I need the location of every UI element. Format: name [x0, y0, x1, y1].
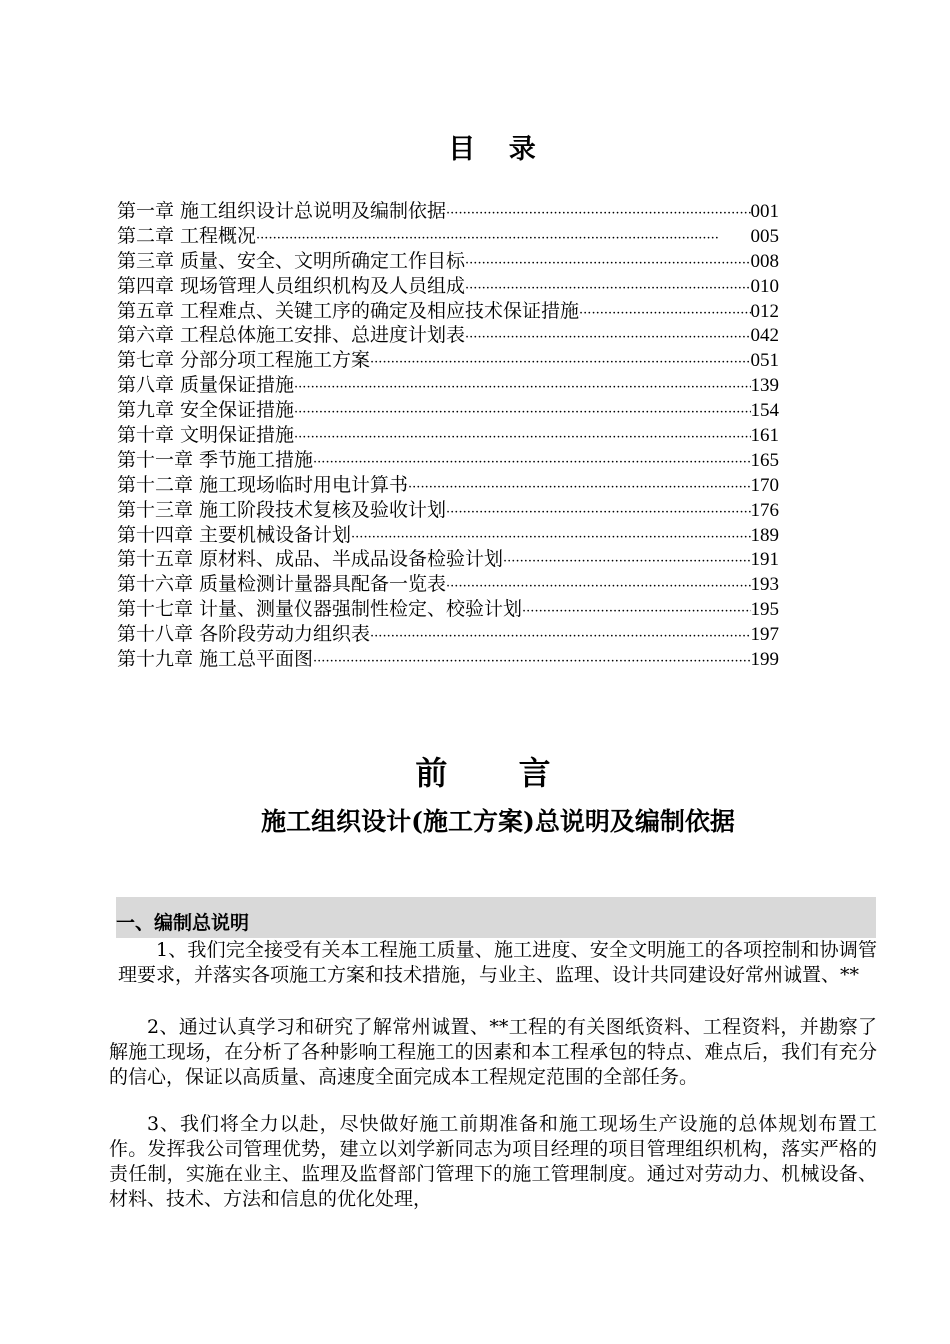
toc-entry-page: 008 [750, 250, 779, 272]
toc-entry[interactable] [117, 249, 779, 274]
toc-entry-page: 189 [750, 524, 779, 546]
toc-entry-label: 第十四章 主要机械设备计划 [117, 523, 352, 546]
preface-title: 前 言 [415, 754, 581, 792]
toc-entry-label: 第五章 工程难点、关键工序的确定及相应技术保证措施 [117, 299, 580, 322]
toc-dot-leader [503, 550, 750, 575]
toc-entry[interactable] [117, 597, 779, 622]
toc-entry-page: 012 [750, 300, 779, 322]
section-heading: 一、编制总说明 [116, 912, 250, 934]
toc-entry[interactable] [117, 647, 779, 672]
toc-entry[interactable] [117, 622, 779, 647]
toc-entry-label: 第十章 文明保证措施 [117, 424, 295, 447]
toc-entry[interactable] [117, 398, 779, 423]
toc-title: 目 录 [448, 134, 548, 165]
toc-entry-page: 165 [750, 449, 779, 471]
toc-entry[interactable] [117, 473, 779, 498]
toc-entry[interactable] [117, 547, 779, 572]
toc-entry-page: 139 [750, 375, 779, 397]
toc-entry-page: 010 [750, 275, 779, 297]
toc-entry[interactable] [117, 572, 779, 597]
toc-entry-page: 161 [750, 425, 779, 447]
toc-entry-page: 176 [750, 499, 779, 521]
toc-entry-page: 154 [750, 400, 779, 422]
toc-entry-label: 第十二章 施工现场临时用电计算书 [117, 473, 409, 496]
toc-dot-leader [446, 501, 750, 526]
body-paragraph: 1、我们完全接受有关本工程施工质量、施工进度、安全文明施工的各项控制和协调管理要求，并落实各项施工方案和技术措施，与业主、监理、设计共同建设好常州诚置、** [118, 939, 877, 986]
toc-entry-label: 第十六章 质量检测计量器具配备一览表 [117, 573, 447, 596]
toc-entry-label: 第十五章 原材料、成品、半成品设备检验计划 [117, 548, 504, 571]
toc-entry-label: 第三章 质量、安全、文明所确定工作目标 [117, 249, 466, 272]
toc-entry-label: 第八章 质量保证措施 [117, 374, 295, 397]
toc-entry-label: 第二章 工程概况 [117, 224, 257, 247]
toc-entry[interactable] [117, 299, 779, 324]
toc-entry-label: 第十一章 季节施工措施 [117, 448, 314, 471]
toc-entry-label: 第十八章 各阶段劳动力组织表 [117, 623, 371, 646]
preface-subtitle: 施工组织设计(施工方案)总说明及编制依据 [261, 807, 735, 836]
toc-entry-label: 第六章 工程总体施工安排、总进度计划表 [117, 324, 466, 347]
toc-entry-page: 005 [750, 225, 779, 247]
toc-dot-leader [313, 650, 750, 675]
toc-entry-page: 197 [750, 624, 779, 646]
toc-dot-leader [446, 202, 750, 227]
toc-entry-label: 第十三章 施工阶段技术复核及验收计划 [117, 498, 447, 521]
toc-entry-label: 第七章 分部分项工程施工方案 [117, 349, 371, 372]
toc-entry[interactable] [117, 373, 779, 398]
toc-entry-page: 001 [750, 201, 779, 222]
toc-entry-page: 195 [750, 599, 779, 621]
toc-entry[interactable] [117, 224, 779, 249]
toc-entry-page: 051 [750, 350, 779, 372]
toc-entry-label: 第九章 安全保证措施 [117, 399, 295, 422]
toc-entry-page: 170 [750, 474, 779, 496]
table-of-contents [117, 199, 779, 672]
toc-entry-page: 191 [750, 549, 779, 571]
toc-entry-page: 199 [750, 649, 779, 671]
toc-dot-leader [465, 252, 750, 277]
toc-entry[interactable] [117, 523, 779, 548]
toc-entry[interactable] [117, 498, 779, 523]
toc-entry-label: 第一章 施工组织设计总说明及编制依据 [117, 200, 447, 222]
toc-dot-leader [294, 426, 750, 451]
toc-entry[interactable] [117, 274, 779, 299]
toc-entry-label: 第十七章 计量、测量仪器强制性检定、校验计划 [117, 598, 523, 621]
toc-dot-leader [579, 302, 750, 327]
body-paragraph: 3、我们将全力以赴，尽快做好施工前期准备和施工现场生产设施的总体规划布置工作。发挥我公司管理优势，建立以刘学新同志为项目经理的项目管理组织机构，落实严格的责任制，实施在业主、监理及监督部门管理下的施工管理制度。通过对劳动力、机械设备、材料、技术、方法和信息的优化处理， [109, 1113, 877, 1210]
toc-dot-leader [370, 351, 750, 376]
toc-dot-leader [408, 476, 750, 501]
toc-entry[interactable] [117, 348, 779, 373]
toc-entry-label: 第十九章 施工总平面图 [117, 648, 314, 671]
toc-dot-leader [294, 401, 750, 426]
toc-entry[interactable] [117, 199, 779, 224]
toc-entry[interactable] [117, 423, 779, 448]
toc-entry-label: 第四章 现场管理人员组织机构及人员组成 [117, 274, 466, 297]
toc-entry[interactable] [117, 448, 779, 473]
toc-dot-leader [294, 376, 750, 401]
toc-dot-leader [522, 600, 750, 625]
toc-entry-page: 193 [750, 574, 779, 596]
toc-dot-leader [370, 625, 750, 650]
body-paragraph: 2、通过认真学习和研究了解常州诚置、**工程的有关图纸资料、工程资料，并勘察了解施工现场，在分析了各种影响工程施工的因素和本工程承包的特点、难点后，我们有充分的信心，保证以高质量、高速度全面完成本工程规定范围的全部任务。 [109, 1016, 877, 1088]
toc-entry[interactable] [117, 323, 779, 348]
toc-dot-leader [465, 326, 750, 351]
toc-entry-page: 042 [750, 325, 779, 347]
